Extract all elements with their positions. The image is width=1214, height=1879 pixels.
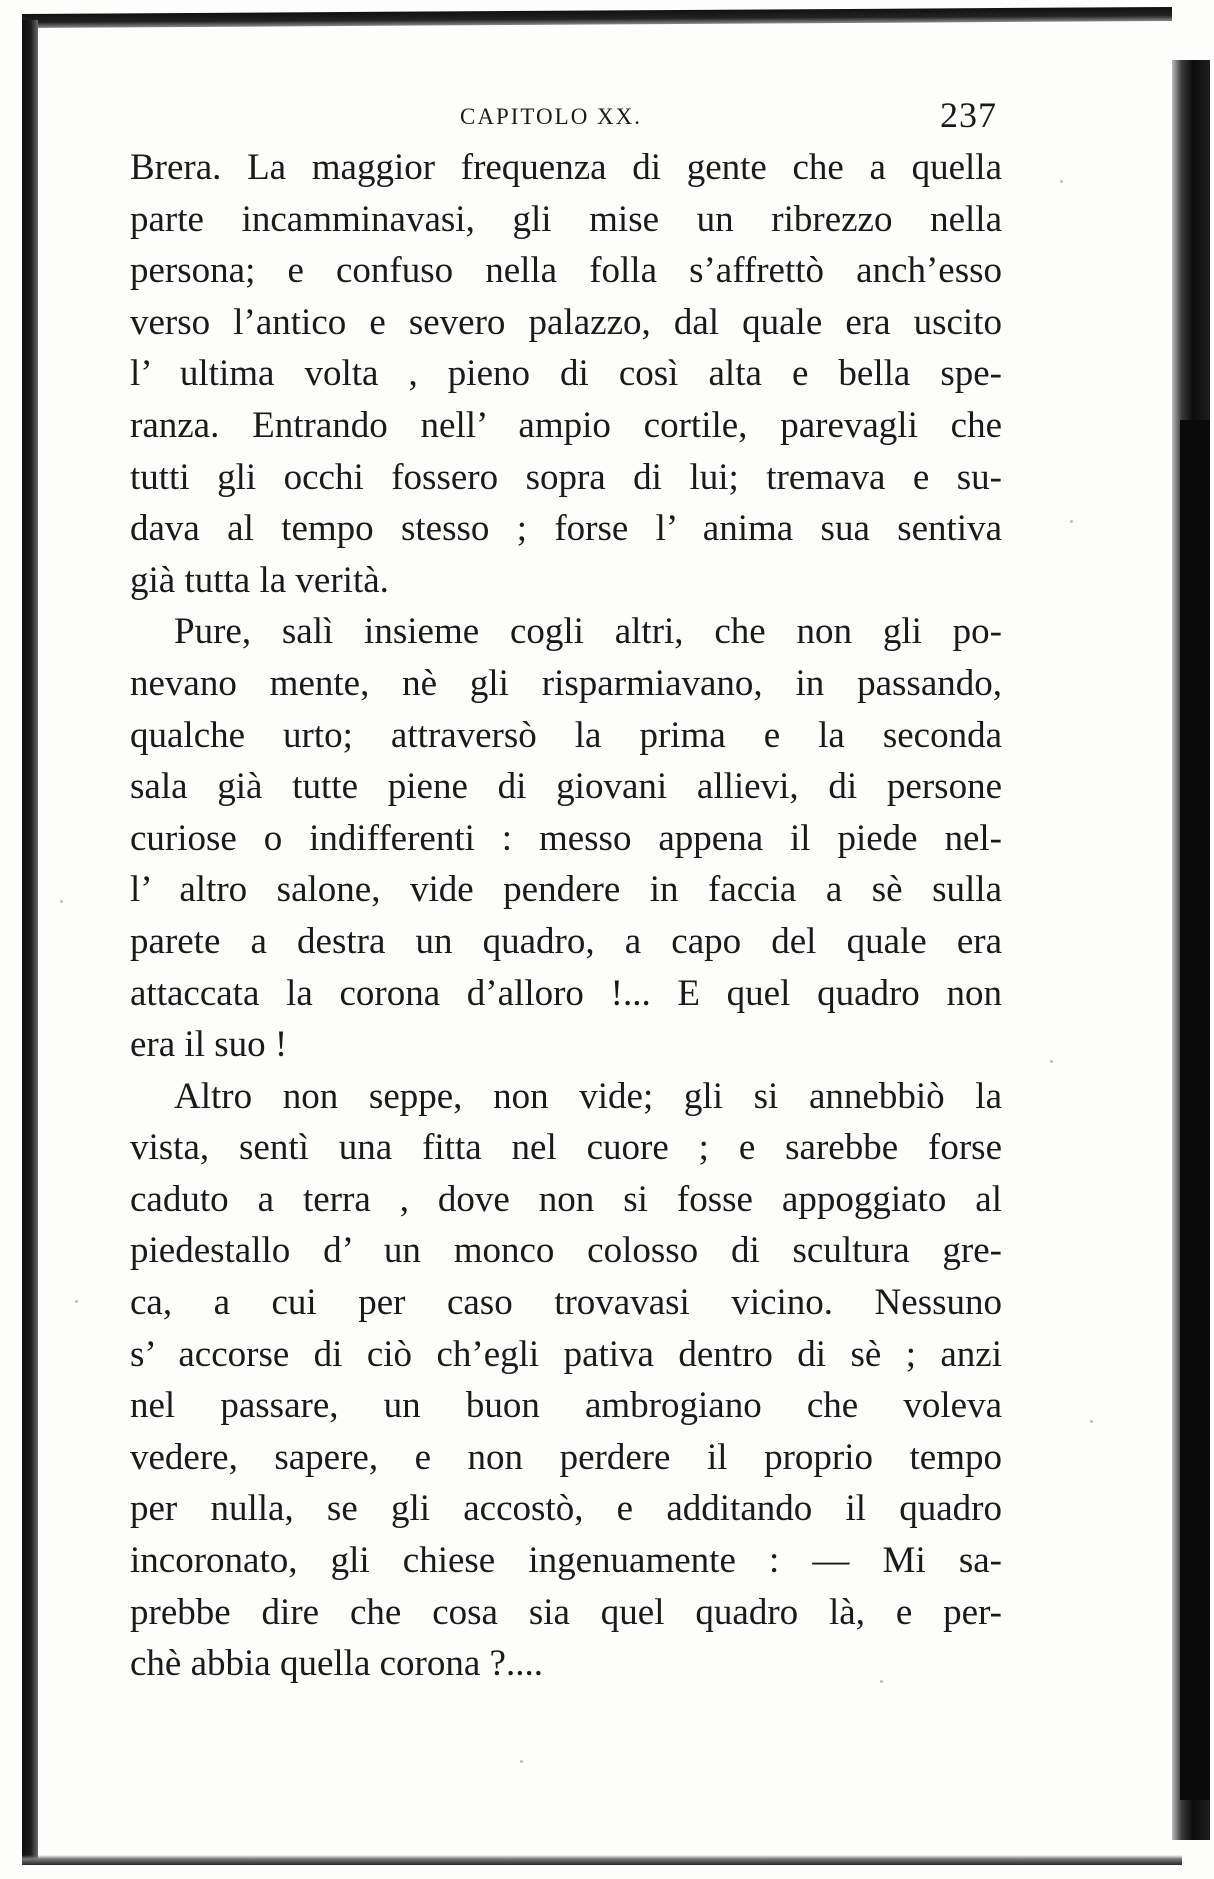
text-line: Brera. La maggior frequenza di gente che a quella: [130, 147, 1002, 188]
text-line: parete a destra un quadro, a capo del quale era: [130, 920, 1002, 962]
paper-speckle: [75, 1300, 78, 1303]
paper-speckle: [60, 900, 63, 903]
paragraph-start-line: Altro non seppe, non vide; gli si annebbiò la: [174, 1075, 1002, 1117]
text-line: nel passare, un buon ambrogiano che voleva: [130, 1385, 1002, 1427]
text-line: l’ ultima volta , pieno di così alta e bella spe-: [130, 353, 1002, 395]
page-right-binding-shadow: [1180, 420, 1210, 1800]
text-line: sala già tutte piene di giovani allievi, di persone: [130, 766, 1002, 808]
page-top-edge-shadow: [22, 7, 1172, 28]
page-bottom-edge-shadow: [22, 1855, 1182, 1865]
paragraph-end-line: era il suo !: [130, 1024, 288, 1066]
paragraph-start-line: Pure, salì insieme cogli altri, che non gli po-: [174, 611, 1002, 653]
running-head: CAPITOLO XX.: [460, 104, 643, 129]
text-line: verso l’antico e severo palazzo, dal quale era uscito: [130, 301, 1002, 343]
paper-speckle: [520, 1760, 523, 1763]
text-line: tutti gli occhi fossero sopra di lui; tremava e su-: [130, 456, 1002, 498]
text-line: vista, sentì una fitta nel cuore ; e sarebbe forse: [130, 1127, 1002, 1169]
paragraph-end-line: già tutta la verità.: [130, 559, 389, 601]
paper-speckle: [1070, 520, 1073, 523]
text-line: curiose o indifferenti : messo appena il piede nel-: [130, 817, 1002, 859]
text-line: ca, a cui per caso trovavasi vicino. Nessuno: [130, 1282, 1002, 1324]
text-line: attaccata la corona d’alloro !... E quel quadro non: [130, 972, 1002, 1014]
paragraph-end-line: chè abbia quella corona ?....: [130, 1643, 543, 1685]
paper-speckle: [1060, 180, 1063, 183]
text-line: l’ altro salone, vide pendere in faccia a sè sulla: [130, 869, 1002, 911]
text-line: parte incamminavasi, gli mise un ribrezzo nella: [130, 198, 1002, 240]
page-number: 237: [940, 95, 997, 135]
text-line: dava al tempo stesso ; forse l’ anima sua sentiva: [130, 508, 1002, 550]
page-header: [130, 95, 1010, 142]
page-left-edge-shadow: [22, 20, 38, 1860]
text-line: vedere, sapere, e non perdere il proprio tempo: [130, 1436, 1002, 1478]
text-line: nevano mente, nè gli risparmiavano, in passando,: [130, 662, 1002, 704]
text-line: caduto a terra , dove non si fosse appoggiato al: [130, 1178, 1002, 1220]
text-line: qualche urto; attraversò la prima e la seconda: [130, 714, 1002, 756]
text-line: prebbe dire che cosa sia quel quadro là, e per-: [130, 1591, 1002, 1633]
text-line: persona; e confuso nella folla s’affrettò anch’esso: [130, 250, 1002, 292]
text-line: incoronato, gli chiese ingenuamente : — Mi sa-: [130, 1540, 1002, 1582]
body-text: [130, 142, 1002, 1690]
paper-speckle: [1050, 1060, 1053, 1063]
text-line: piedestallo d’ un monco colosso di scultura gre-: [130, 1230, 1002, 1272]
text-line: s’ accorse di ciò ch’egli pativa dentro di sè ; anzi: [130, 1333, 1002, 1375]
paper-speckle: [1090, 1420, 1093, 1423]
text-line: ranza. Entrando nell’ ampio cortile, parevagli che: [130, 404, 1002, 446]
text-line: per nulla, se gli accostò, e additando il quadro: [130, 1488, 1002, 1530]
